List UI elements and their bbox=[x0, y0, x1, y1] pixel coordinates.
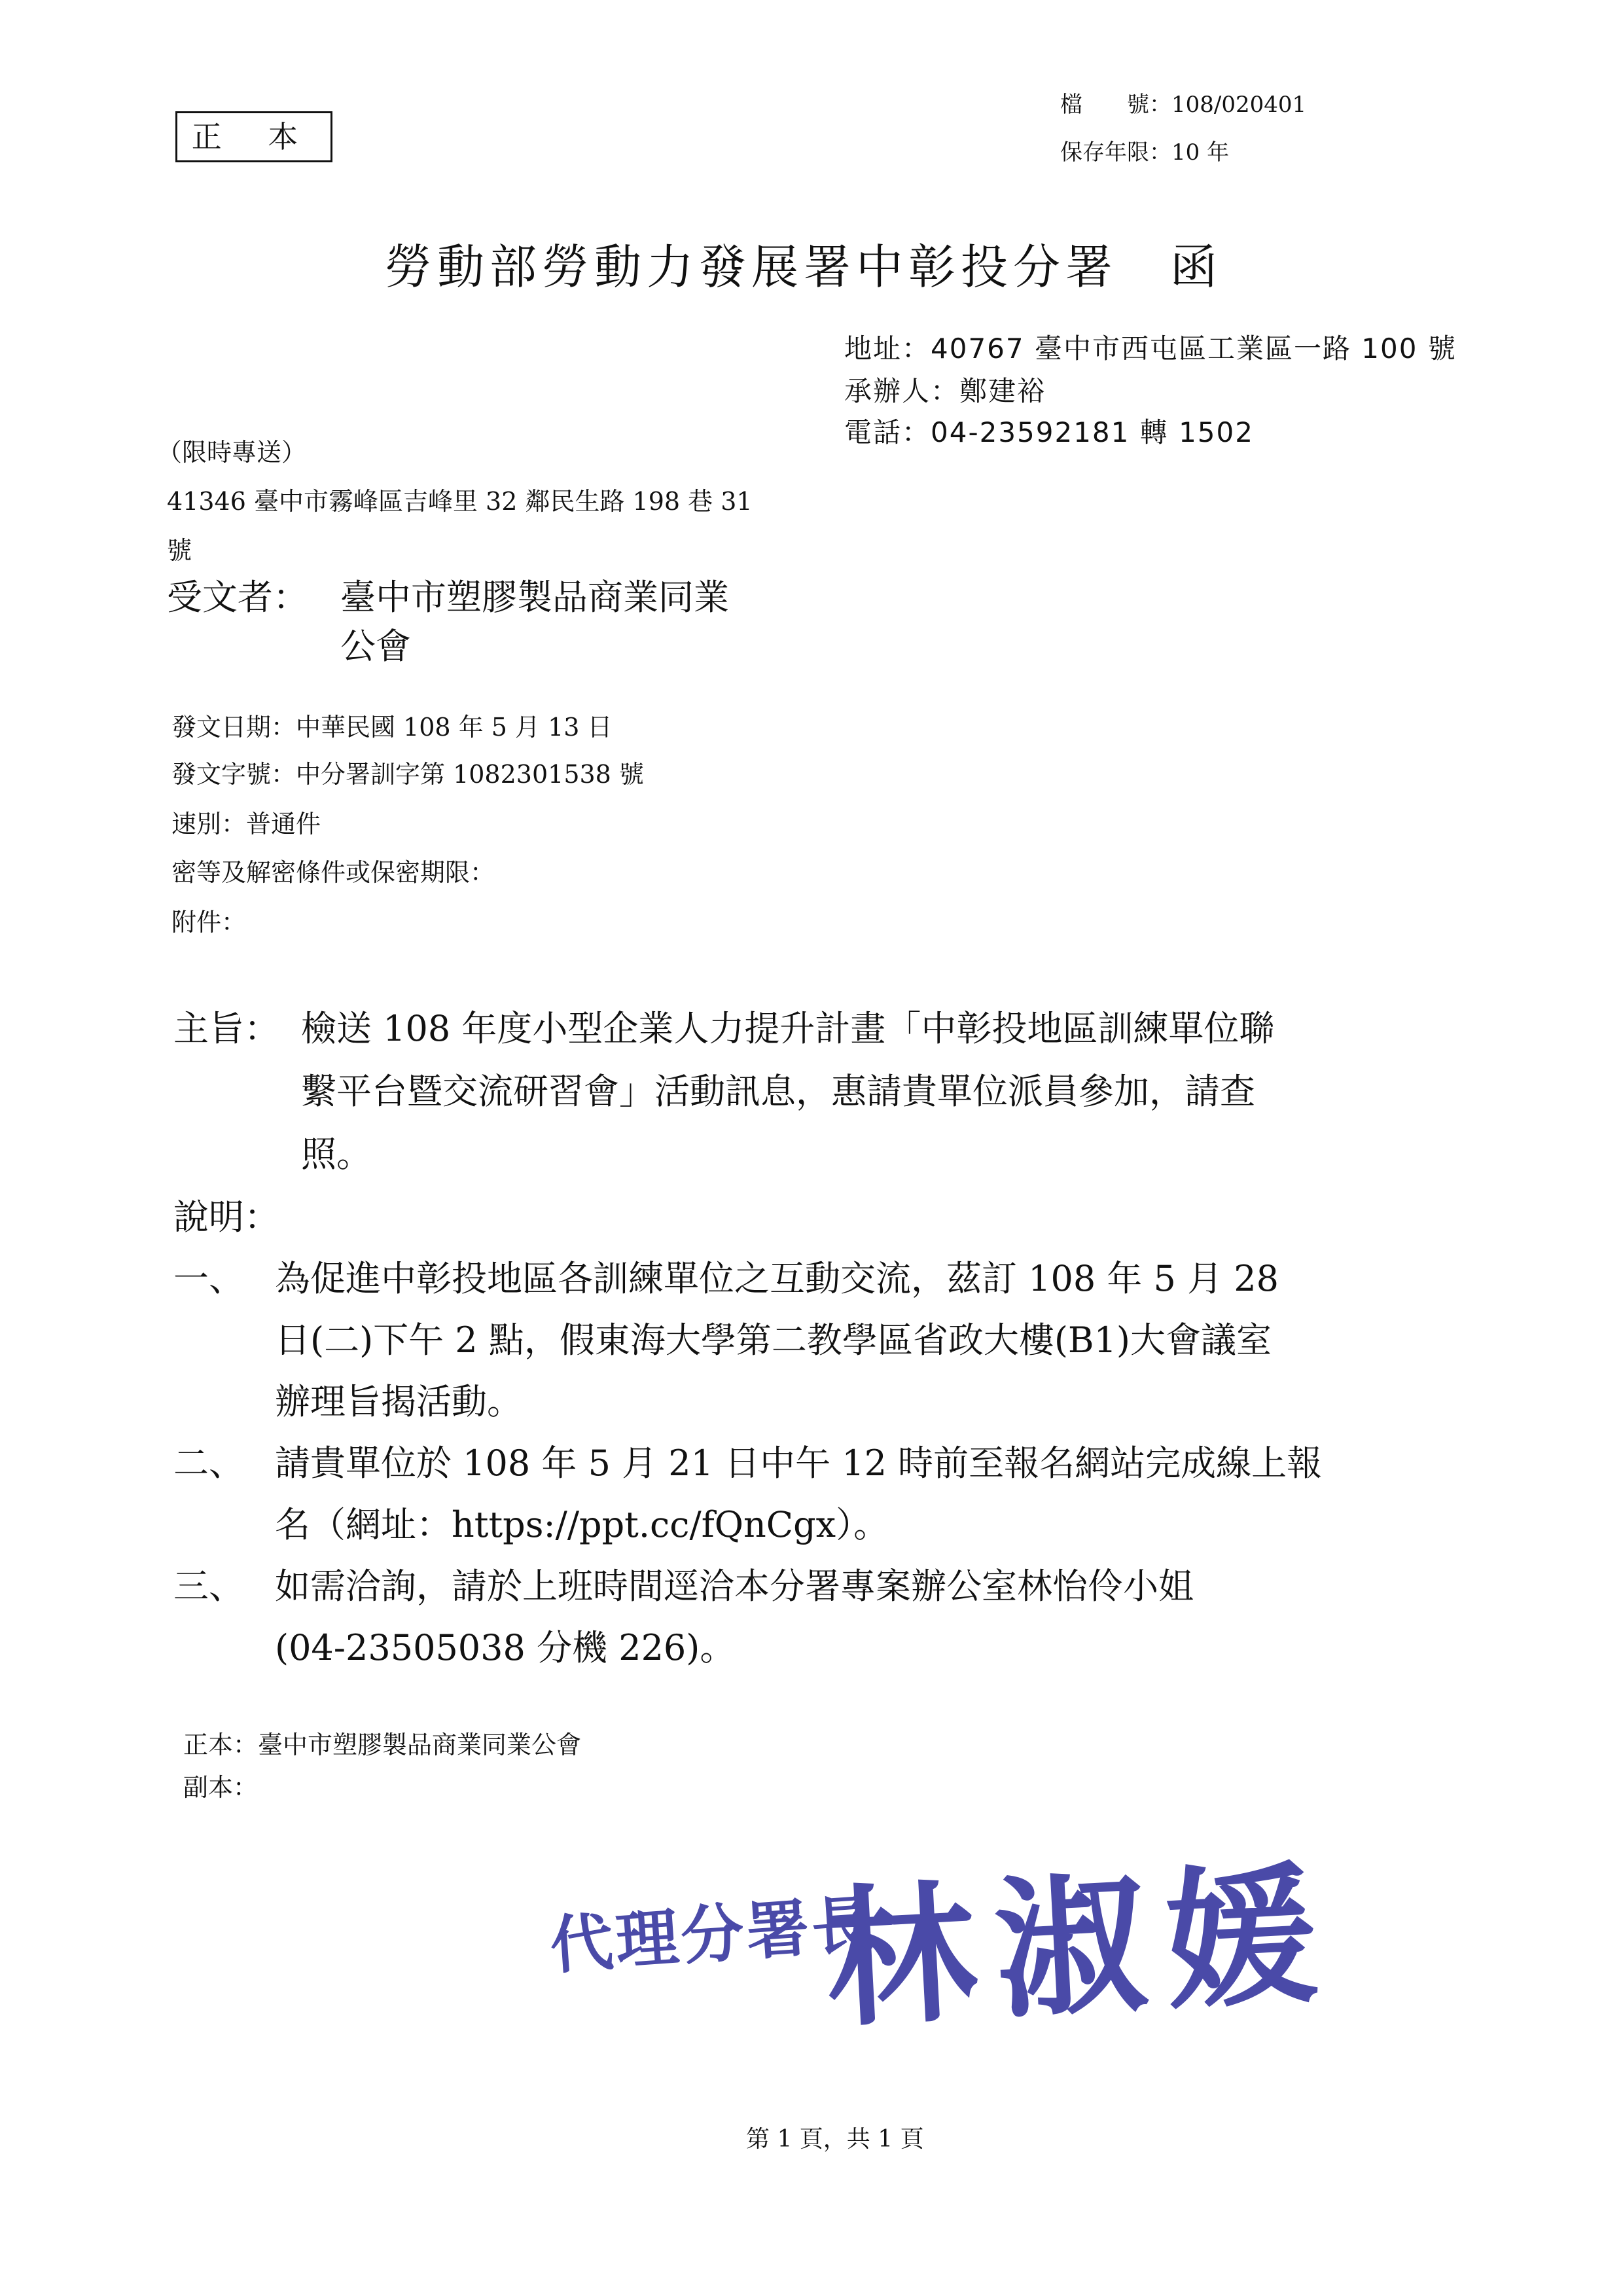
item-1-line-3: 辦理旨揭活動。 bbox=[275, 1381, 522, 1422]
sender-phone: 電話：04-23592181 轉 1502 bbox=[844, 416, 1254, 448]
recipient-name-line1: 臺中市塑膠製品商業同業 bbox=[340, 577, 729, 618]
item-1-line-2: 日(二)下午 2 點，假東海大學第二教學區省政大樓(B1)大會議室 bbox=[275, 1319, 1272, 1361]
file-number: 檔 號：108/020401 bbox=[1060, 92, 1307, 118]
delivery-method: （限時專送） bbox=[157, 438, 307, 467]
original-recipient: 正本：臺中市塑膠製品商業同業公會 bbox=[183, 1731, 582, 1759]
item-3-line-1: 如需洽詢，請於上班時間逕洽本分署專案辦公室林怡伶小姐 bbox=[275, 1566, 1194, 1607]
item-number-2: 二、 bbox=[173, 1443, 244, 1484]
document-title: 勞動部勞動力發展署中彰投分署 函 bbox=[385, 240, 1223, 295]
secrecy-level: 密等及解密條件或保密期限： bbox=[171, 858, 495, 887]
item-1-line-1: 為促進中彰投地區各訓練單位之互動交流，茲訂 108 年 5 月 28 bbox=[275, 1258, 1279, 1299]
recipient-address-line2: 號 bbox=[167, 536, 192, 565]
recipient-address-line1: 41346 臺中市霧峰區吉峰里 32 鄰民生路 198 巷 31 bbox=[167, 487, 753, 516]
item-3-line-2: (04-23505038 分機 226)。 bbox=[275, 1627, 736, 1668]
item-number-3: 三、 bbox=[173, 1566, 244, 1607]
signature-title: 代理分署長 bbox=[548, 1886, 880, 1983]
subject-line-2: 繫平台暨交流研習會」活動訊息，惠請貴單位派員參加，請查 bbox=[301, 1071, 1255, 1112]
retention-period: 保存年限：10 年 bbox=[1060, 139, 1230, 166]
document-number: 發文字號：中分署訓字第 1082301538 號 bbox=[171, 760, 644, 789]
recipient-name-line2: 公會 bbox=[340, 626, 411, 667]
sender-address: 地址：40767 臺中市西屯區工業區一路 100 號 bbox=[844, 332, 1457, 365]
item-2-line-1: 請貴單位於 108 年 5 月 21 日中午 12 時前至報名網站完成線上報 bbox=[275, 1443, 1323, 1484]
duplicate-recipient: 副本： bbox=[183, 1773, 259, 1802]
recipient-label: 受文者： bbox=[167, 577, 308, 618]
signature-name: 林淑媛 bbox=[821, 1845, 1340, 2049]
delivery-speed: 速別：普通件 bbox=[171, 810, 321, 838]
page-number: 第 1 頁，共 1 頁 bbox=[746, 2126, 924, 2153]
sender-handler: 承辦人：鄭建裕 bbox=[844, 375, 1046, 407]
attachment: 附件： bbox=[171, 908, 247, 937]
subject-line-3: 照。 bbox=[301, 1134, 372, 1175]
issue-date: 發文日期：中華民國 108 年 5 月 13 日 bbox=[171, 713, 613, 742]
subject-label: 主旨： bbox=[173, 1008, 279, 1049]
item-number-1: 一、 bbox=[173, 1258, 244, 1299]
subject-line-1: 檢送 108 年度小型企業人力提升計畫「中彰投地區訓練單位聯 bbox=[301, 1008, 1275, 1049]
explanation-label: 說明： bbox=[173, 1196, 279, 1238]
original-copy-stamp: 正 本 bbox=[175, 111, 332, 162]
item-2-line-2: 名（網址：https://ppt.cc/fQnCgx）。 bbox=[275, 1504, 889, 1545]
